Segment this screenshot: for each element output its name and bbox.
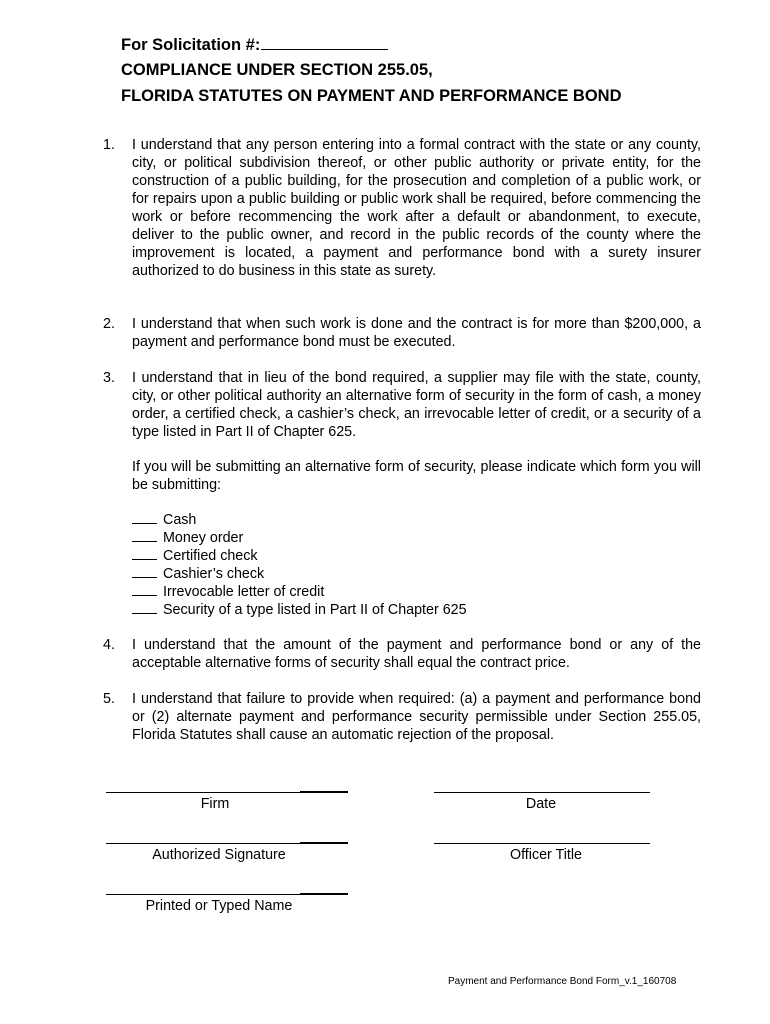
security-options-list [132, 511, 467, 619]
item-number: 2. [103, 316, 115, 332]
statement-item-4 [103, 636, 701, 672]
security-option-cashiers-check[interactable] [132, 565, 467, 583]
option-label: Security of a type listed in Part II of Chapter 625 [163, 602, 467, 618]
firm-label: Firm [200, 796, 230, 812]
item-text: I understand that when such work is done and the contract is for more than $200,000, a payment and performance bond must be executed. [132, 316, 701, 350]
authorized-signature-line[interactable] [106, 843, 348, 844]
security-option-part-ii-security[interactable] [132, 601, 467, 619]
item-number: 3. [103, 370, 115, 386]
option-blank[interactable] [132, 547, 157, 560]
item-number: 5. [103, 691, 115, 707]
item-number: 1. [103, 137, 115, 153]
line-accent [300, 791, 348, 792]
statement-item-5 [103, 690, 701, 744]
statement-item-2 [103, 315, 701, 351]
option-label: Certified check [163, 548, 258, 564]
date-signature-line[interactable] [434, 792, 650, 793]
statement-item-1 [103, 136, 701, 280]
solicitation-heading [121, 35, 388, 55]
item-text: I understand that in lieu of the bond required, a supplier may file with the state, county, city, or other political authority an alternative form of security in the form of cash, a money order, a certified check, a cashier’s check, an irrevocable letter of credit, or a security of a type listed in Part II of Chapter 625. [132, 370, 701, 440]
security-instruction [103, 458, 701, 494]
solicitation-number-field[interactable] [261, 35, 388, 50]
option-label: Money order [163, 530, 244, 546]
option-blank[interactable] [132, 583, 157, 596]
option-blank[interactable] [132, 529, 157, 542]
item-text: I understand that failure to provide when required: (a) a payment and performance bond or (2) alternate payment and performance security permissible under Section 255.05, Florida Statutes shall cause an automatic rejection of the proposal. [132, 691, 701, 743]
item-number: 4. [103, 637, 115, 653]
date-label: Date [525, 796, 557, 812]
option-blank[interactable] [132, 601, 157, 614]
option-label: Irrevocable letter of credit [163, 584, 325, 600]
line-accent [300, 842, 348, 843]
statement-item-3 [103, 369, 701, 441]
instruction-text: If you will be submitting an alternative form of security, please indicate which form you will be submitting: [132, 459, 701, 493]
security-option-letter-of-credit[interactable] [132, 583, 467, 601]
page-title-line-1: COMPLIANCE UNDER SECTION 255.05, [121, 61, 433, 79]
item-text: I understand that the amount of the payment and performance bond or any of the acceptable alternative forms of security shall equal the contract price. [132, 637, 701, 671]
form-version-footer: Payment and Performance Bond Form_v.1_160708 [448, 976, 677, 987]
option-blank[interactable] [132, 511, 157, 524]
printed-name-line[interactable] [106, 894, 348, 895]
security-option-money-order[interactable] [132, 529, 467, 547]
authorized-signature-label: Authorized Signature [152, 847, 286, 863]
line-accent [300, 893, 348, 894]
option-blank[interactable] [132, 565, 157, 578]
page-title-line-2: FLORIDA STATUTES ON PAYMENT AND PERFORMANCE BOND [121, 87, 622, 105]
security-option-certified-check[interactable] [132, 547, 467, 565]
officer-title-line[interactable] [434, 843, 650, 844]
firm-signature-line[interactable] [106, 792, 348, 793]
security-option-cash[interactable] [132, 511, 467, 529]
solicitation-label: For Solicitation #: [121, 36, 261, 54]
option-label: Cashier’s check [163, 566, 265, 582]
printed-name-label: Printed or Typed Name [145, 898, 293, 914]
item-text: I understand that any person entering into a formal contract with the state or any county, city, or political subdivision thereof, or other public authority or private entity, for the construction of a public building, for the prosecution and completion of a public work, or for repairs upon a public building or public work shall be required, before commencing the work or before recommencing the work after a default or abandonment, to execute, deliver to the public owner, and record in the public records of the county where the improvement is located, a payment and performance bond with a surety insurer authorized to do business in this state as surety. [132, 137, 701, 279]
officer-title-label: Officer Title [509, 847, 583, 863]
option-label: Cash [163, 512, 197, 528]
